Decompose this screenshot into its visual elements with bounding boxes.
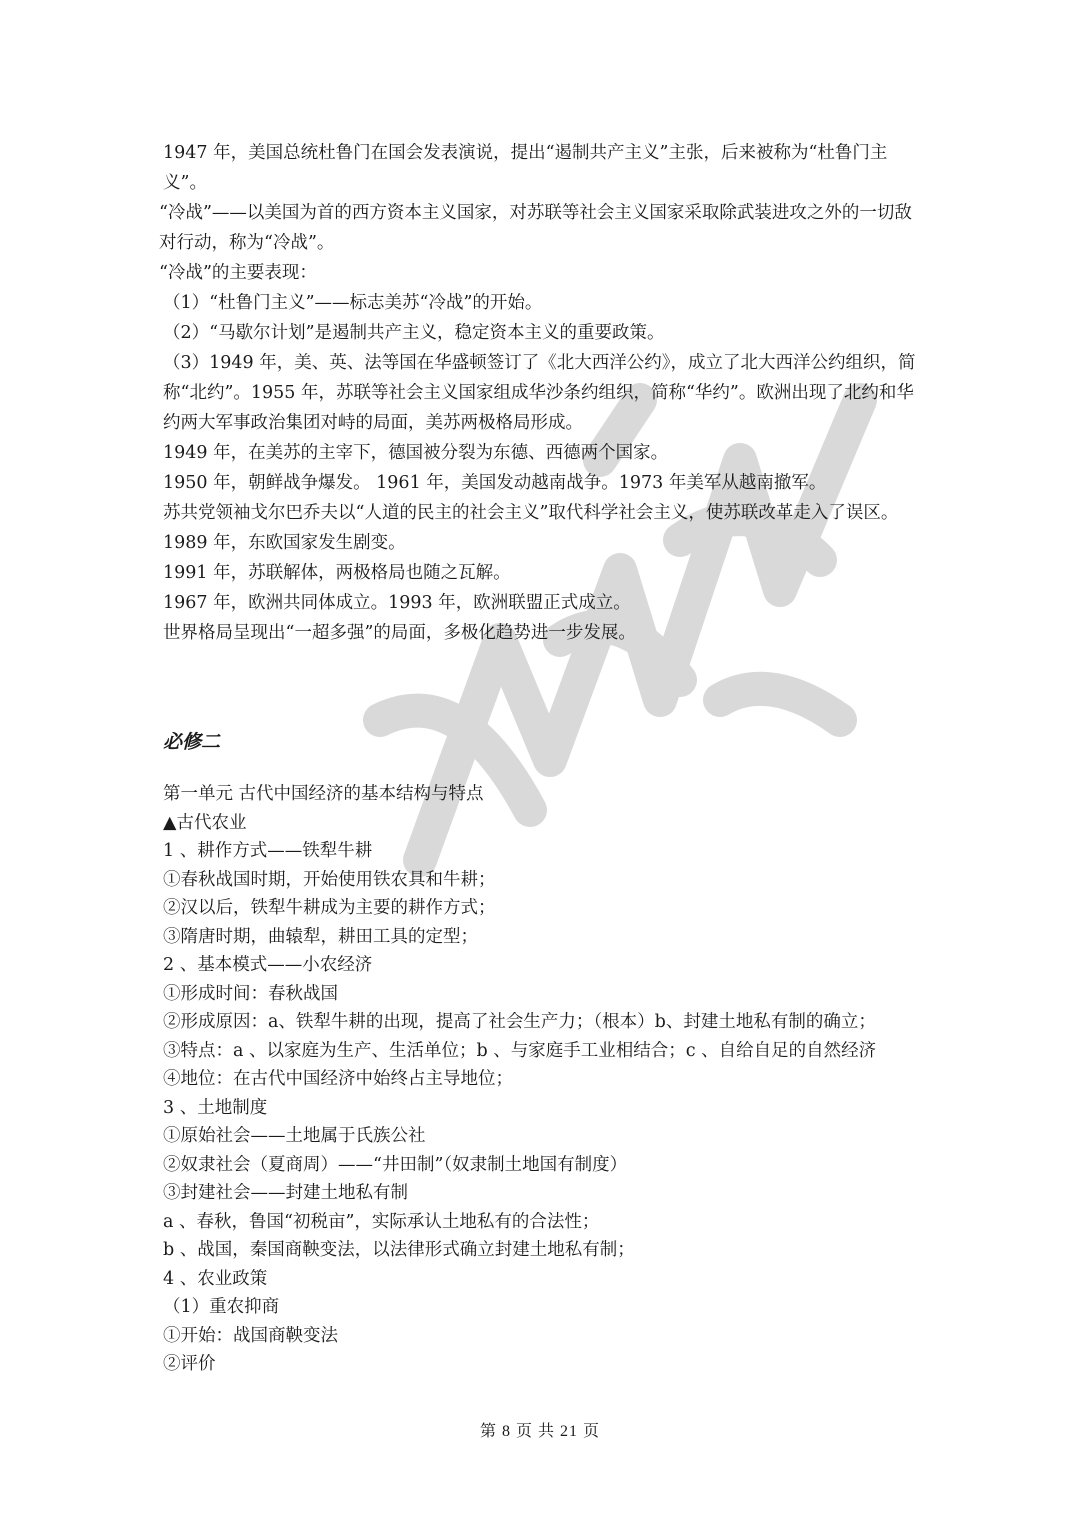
- text-line: ④地位：在古代中国经济中始终占主导地位；: [163, 1069, 513, 1089]
- text-line: 苏共党领袖戈尔巴乔夫以“人道的民主的社会主义”取代科学社会主义，使苏联改革走入了误区。: [163, 503, 899, 523]
- text-line: 第一单元 古代中国经济的基本结构与特点: [163, 784, 484, 804]
- text-line: （2）“马歇尔计划”是遏制共产主义，稳定资本主义的重要政策。: [163, 323, 665, 343]
- text-line: （3）1949 年，美、英、法等国在华盛顿签订了《北大西洋公约》，成立了北大西洋公约组织，简称“北约”。1955 年，苏联等社会主义国家组成华沙条约组织，简称“华约”。欧洲出现了北约和华约两大军事政治集团对峙的局面，美苏两极格局形成。: [163, 353, 916, 433]
- text-line: （1）重农抑商: [163, 1297, 280, 1317]
- text-line: ③特点：a 、以家庭为生产、生活单位；b 、与家庭手工业相结合；c 、自给自足的自然经济: [163, 1040, 877, 1061]
- text-line: 1989 年，东欧国家发生剧变。: [163, 533, 406, 553]
- text-line: （1）“杜鲁门主义”——标志美苏“冷战”的开始。: [163, 293, 543, 313]
- text-line: ①形成时间：春秋战国: [163, 983, 338, 1004]
- section-heading: [163, 727, 923, 757]
- text-line: 1967 年，欧洲共同体成立。1993 年，欧洲联盟正式成立。: [163, 593, 631, 613]
- heading-bixiu-2: 必修二: [163, 731, 221, 753]
- text-line: 世界格局呈现出“一超多强”的局面，多极化趋势进一步发展。: [163, 623, 636, 643]
- text-line: 1950 年，朝鲜战争爆发。 1961 年，美国发动越南战争。1973 年美军从越南撤军。: [163, 473, 827, 493]
- text-line: 1949 年，在美苏的主宰下，德国被分裂为东德、西德两个国家。: [163, 443, 669, 463]
- text-line: ②形成原因：a、铁犁牛耕的出现，提高了社会生产力；（根本）b、封建土地私有制的确立；: [163, 1012, 876, 1032]
- text-line: 1 、耕作方式——铁犁牛耕: [163, 841, 373, 861]
- text-line: “冷战”——以美国为首的西方资本主义国家，对苏联等社会主义国家采取除武装进攻之外的一切敌对行动，称为“冷战”。: [159, 203, 912, 253]
- text-line: ③封建社会——封建土地私有制: [163, 1183, 408, 1203]
- text-line: a 、春秋，鲁国“初税亩”，实际承认土地私有的合法性；: [163, 1211, 600, 1232]
- text-line: ②评价: [163, 1354, 216, 1374]
- text-line: ①开始：战国商鞅变法: [163, 1325, 338, 1346]
- text-line: 3 、土地制度: [163, 1097, 268, 1118]
- text-line: ②奴隶社会（夏商周）——“井田制”（奴隶制土地国有制度）: [163, 1154, 628, 1175]
- text-line: ①春秋战国时期，开始使用铁农具和牛耕；: [163, 869, 496, 890]
- section-agriculture: [163, 780, 923, 1379]
- text-line: ②汉以后，铁犁牛耕成为主要的耕作方式；: [163, 898, 496, 918]
- text-line: 4 、农业政策: [163, 1268, 268, 1289]
- text-line: ①原始社会——土地属于氏族公社: [163, 1126, 426, 1146]
- page-footer: 第 8 页 共 21 页: [479, 1423, 600, 1440]
- text-line: ▲古代农业: [163, 812, 247, 833]
- text-line: b 、战国，秦国商鞅变法，以法律形式确立封建土地私有制；: [163, 1240, 635, 1260]
- section-cold-war: [159, 138, 923, 648]
- text-line: 1991 年，苏联解体，两极格局也随之瓦解。: [163, 563, 511, 583]
- text-line: 1947 年，美国总统杜鲁门在国会发表演说，提出“遏制共产主义”主张，后来被称为“杜鲁门主义”。: [163, 143, 888, 193]
- text-line: ③隋唐时期，曲辕犁，耕田工具的定型；: [163, 926, 478, 947]
- text-line: “冷战”的主要表现：: [159, 263, 317, 283]
- text-line: 2 、基本模式——小农经济: [163, 955, 373, 975]
